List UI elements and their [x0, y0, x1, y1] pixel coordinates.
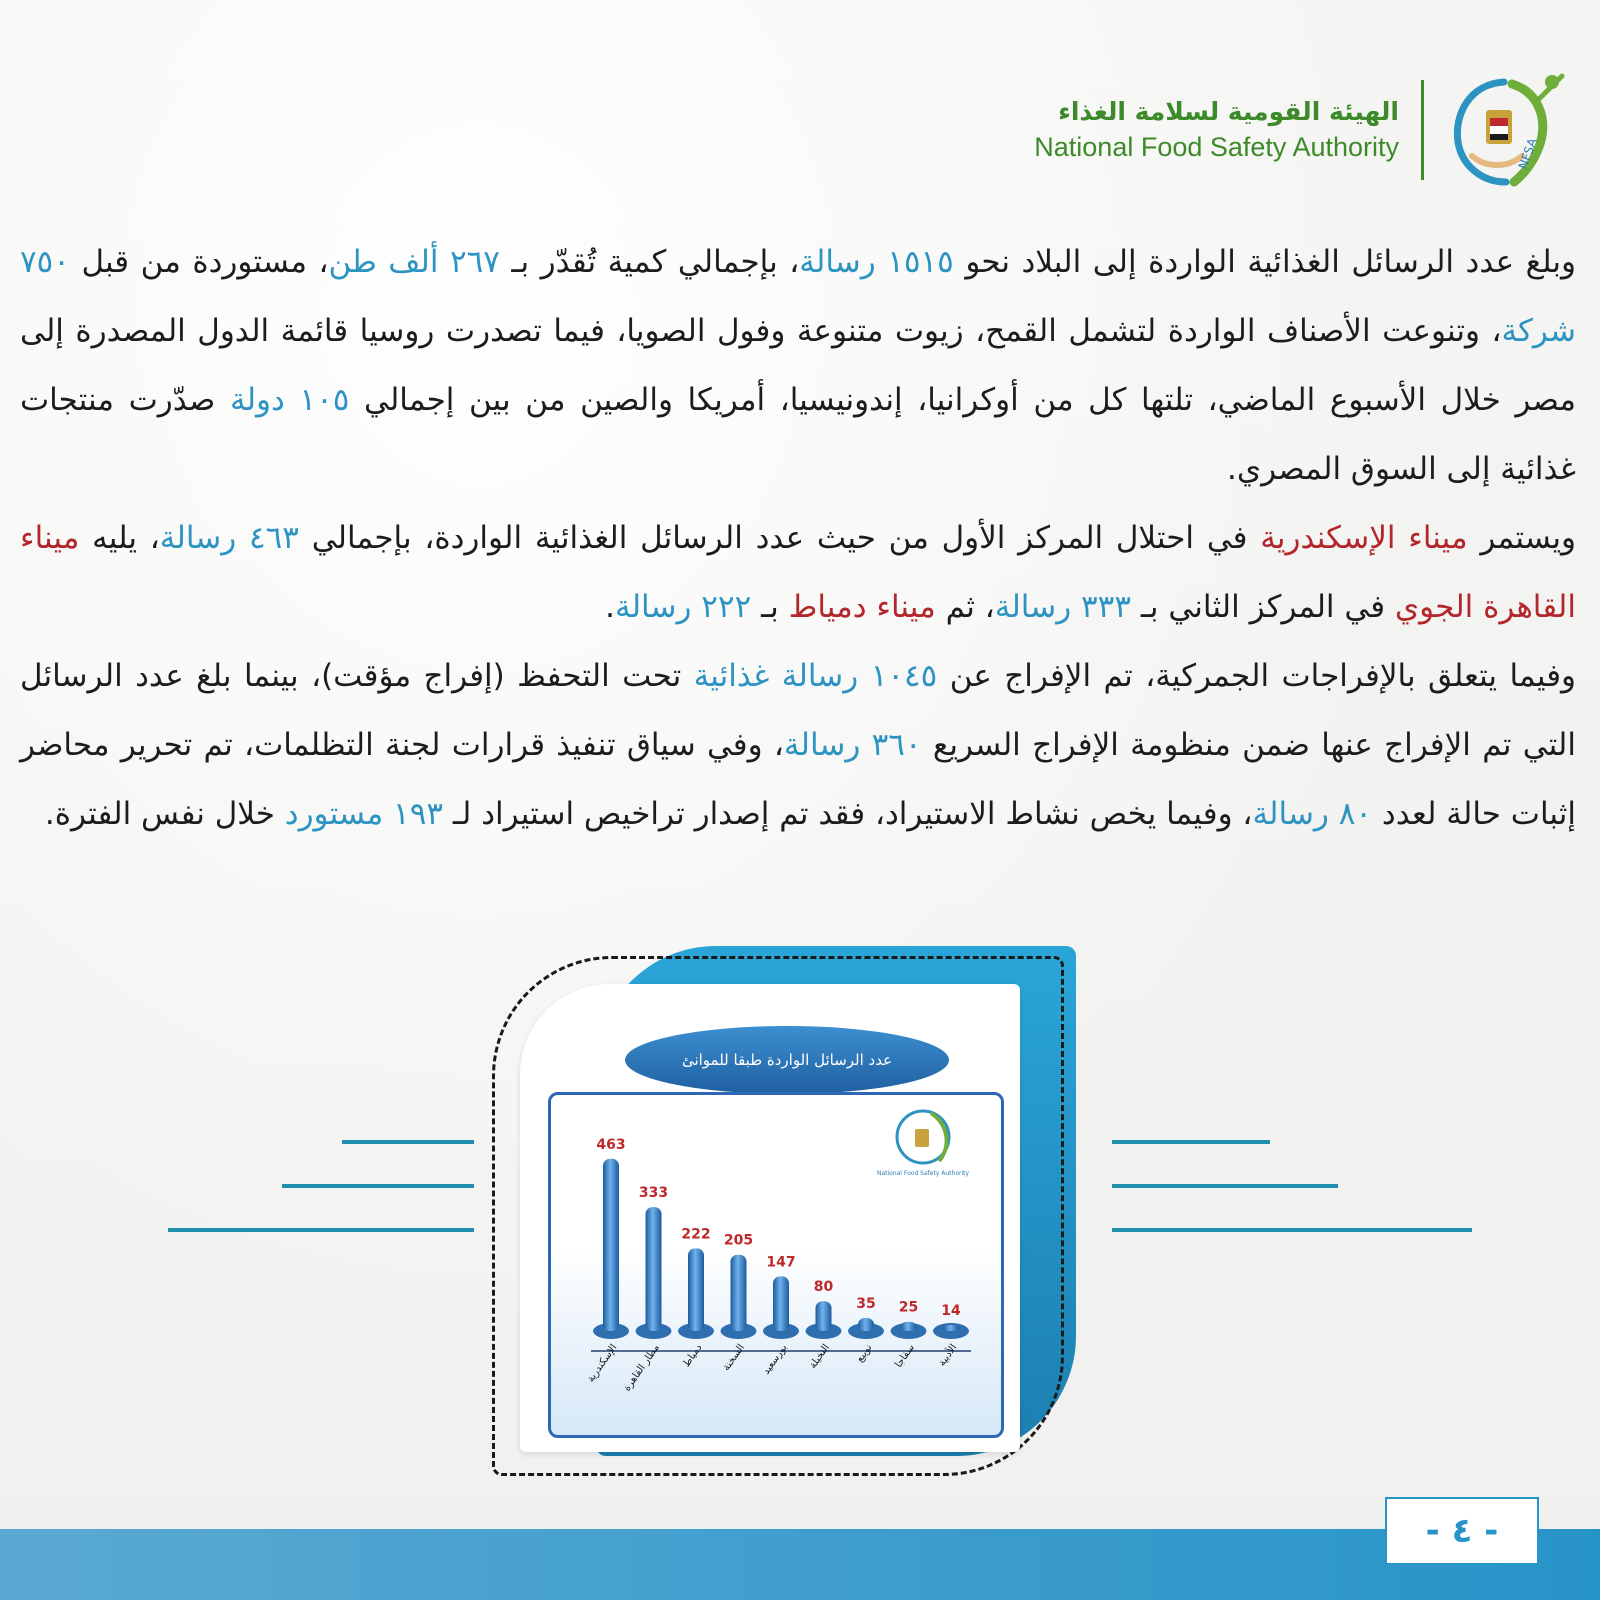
- bar: [773, 1276, 789, 1331]
- bar: [943, 1325, 959, 1331]
- header: [1012, 70, 1572, 190]
- text-segment: بـ: [751, 589, 789, 625]
- text-segment: وبلغ عدد الرسائل الغذائية الواردة إلى البلاد نحو: [953, 244, 1576, 280]
- decorative-line: [1112, 1184, 1338, 1188]
- bar-chart: [551, 1095, 1001, 1435]
- text-segment: ، وتنوعت الأصناف الواردة لتشمل القمح، زيوت متنوعة وفول الصويا، فيما تصدرت روسيا قائمة الدول المصدرة إلى مصر خلال الأسبوع الماضي، تلتها كل من أوكرانيا، إندونيسيا، أمريكا والصين من بين إجمالي: [20, 313, 1576, 418]
- data-label: 25: [898, 1299, 919, 1316]
- decorative-line: [1112, 1228, 1472, 1232]
- chart-title-ellipse: [625, 1026, 949, 1094]
- highlighted-text: ١٠٥ دولة: [229, 382, 350, 418]
- highlighted-text: ٧٥٠ شركة: [20, 244, 1576, 349]
- text-segment: ، وفيما يخص نشاط الاستيراد، فقد تم إصدار تراخيص استيراد لـ: [443, 796, 1253, 832]
- text-segment: ، وفي سياق تنفيذ قرارات لجنة التظلمات، تم تحرير محاضر إثبات حالة لعدد: [20, 727, 1576, 832]
- highlighted-text: ٢٦٧ ألف طن: [328, 244, 500, 280]
- text-segment: في احتلال المركز الأول من حيث عدد الرسائل الغذائية الواردة، بإجمالي: [298, 520, 1261, 556]
- org-name-block: [1034, 97, 1399, 163]
- highlighted-text: ٨٠ رسالة: [1252, 796, 1373, 832]
- org-name-english: National Food Safety Authority: [1034, 132, 1399, 162]
- text-segment: خلال نفس الفترة.: [44, 796, 285, 832]
- header-divider: [1421, 80, 1424, 180]
- text-segment: صدّرت منتجات غذائية إلى السوق المصري.: [20, 382, 1576, 487]
- text-segment: تحت التحفظ (إفراج مؤقت)، بينما بلغ عدد الرسائل التي تم الإفراج عنها ضمن منظومة الإفراج السريع: [20, 658, 1576, 763]
- page-number: - ٤ -: [1385, 1497, 1539, 1565]
- decorative-line: [168, 1228, 474, 1232]
- highlighted-text: ٤٦٣ رسالة: [159, 520, 299, 556]
- data-label: 35: [856, 1295, 876, 1312]
- text-segment: .: [605, 589, 615, 625]
- chart-title: عدد الرسائل الواردة طبقا للموانئ: [681, 1051, 893, 1069]
- chart-plot-area: [548, 1092, 1004, 1438]
- bar: [858, 1318, 874, 1331]
- article-body: [20, 228, 1576, 849]
- logo-caption: NFSA: [1515, 136, 1540, 172]
- category-label: السخنة: [720, 1342, 747, 1373]
- text-segment: وفيما يتعلق بالإفراجات الجمركية، تم الإفراج عن: [937, 658, 1576, 694]
- bar: [901, 1322, 917, 1331]
- bar: [688, 1248, 704, 1331]
- chart-logo-caption: National Food Safety Authority: [876, 1170, 970, 1177]
- decorative-line: [282, 1184, 474, 1188]
- decorative-line: [1112, 1140, 1270, 1144]
- data-label: 14: [941, 1303, 961, 1319]
- nfsa-logo-icon: [1442, 70, 1572, 190]
- highlighted-text: ٢٢٢ رسالة: [614, 589, 752, 625]
- decorative-line: [342, 1140, 474, 1144]
- highlighted-text: ١٥١٥ رسالة: [799, 244, 954, 280]
- bar: [731, 1255, 747, 1331]
- data-label: 80: [813, 1279, 834, 1296]
- bar: [603, 1159, 619, 1331]
- text-segment: في المركز الثاني بـ: [1130, 589, 1395, 625]
- category-label: النخيلة: [807, 1342, 832, 1371]
- paragraph: [20, 228, 1576, 504]
- footer-bar: [0, 1529, 1600, 1600]
- chart-card: [520, 984, 1020, 1452]
- highlighted-text: ٣٦٠ رسالة: [783, 727, 922, 763]
- highlighted-text: ٣٣٣ رسالة: [994, 589, 1131, 625]
- data-label: 205: [723, 1232, 754, 1249]
- data-label: 463: [596, 1136, 626, 1153]
- highlighted-text: ميناء القاهرة الجوي: [20, 520, 1576, 625]
- text-segment: ويستمر: [1467, 520, 1576, 556]
- category-label: الأدبية: [936, 1342, 960, 1369]
- category-label: دمياط: [681, 1342, 705, 1370]
- chart-logo-icon: [877, 1111, 970, 1177]
- category-label: بورسعيد: [760, 1342, 790, 1377]
- highlighted-text: ميناء دمياط: [788, 589, 936, 625]
- data-label: 147: [766, 1254, 796, 1271]
- highlighted-text: ميناء الإسكندرية: [1260, 520, 1468, 556]
- highlighted-text: ١٩٣ مستورد: [284, 796, 443, 832]
- text-segment: ، ثم: [935, 589, 995, 625]
- highlighted-text: ١٠٤٥ رسالة غذائية: [693, 658, 938, 694]
- category-label: نويبع: [854, 1342, 875, 1365]
- bar: [646, 1207, 662, 1331]
- bar: [816, 1301, 832, 1331]
- text-segment: ، يليه: [79, 520, 160, 556]
- org-name-arabic: الهيئة القومية لسلامة الغذاء: [1058, 97, 1399, 126]
- paragraph: [20, 642, 1576, 849]
- data-label: 333: [638, 1185, 669, 1202]
- paragraph: [20, 504, 1576, 642]
- category-label: الإسكندرية: [585, 1342, 620, 1385]
- category-label: سفاجا: [893, 1342, 917, 1370]
- category-label: مطار القاهرة: [621, 1342, 662, 1394]
- data-label: 222: [681, 1226, 711, 1243]
- text-segment: ، بإجمالي كمية تُقدّر بـ: [499, 244, 800, 280]
- text-segment: ، مستوردة من قبل: [69, 244, 329, 280]
